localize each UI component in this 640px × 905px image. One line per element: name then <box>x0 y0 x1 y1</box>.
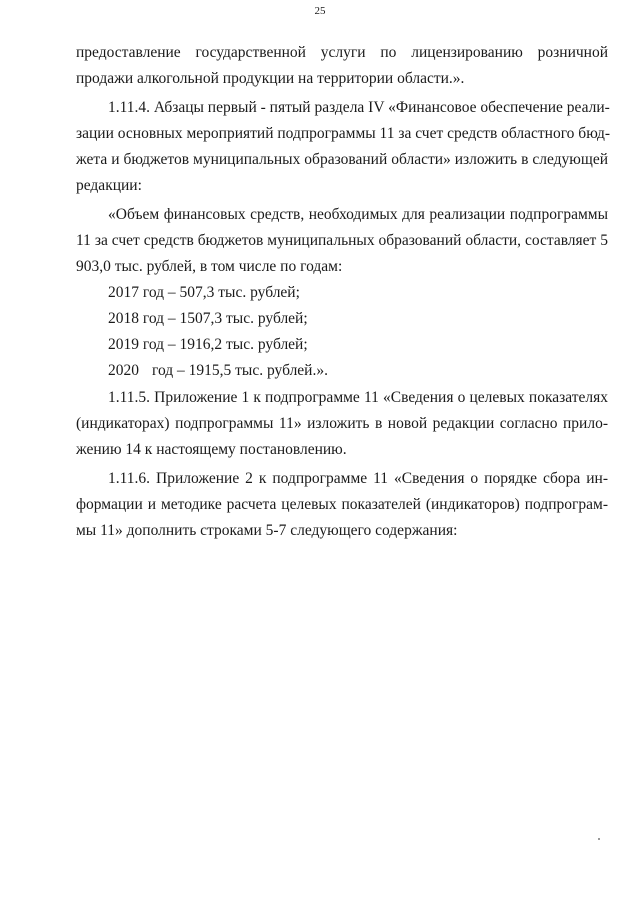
year-line-2019: 2019 год – 1916,2 тыс. рублей; <box>108 336 308 353</box>
text-line: (индикаторах) подпрограммы 11» изложить в новой редакции согласно прило- <box>76 415 608 432</box>
page-number: 25 <box>314 5 326 17</box>
text-line: жета и бюджетов муниципальных образований области» изложить в следующей <box>76 151 608 168</box>
text-line: мы 11» дополнить строками 5-7 следующего содержания: <box>76 522 458 539</box>
paragraph-1-11-4: 1.11.4. Абзацы первый - пятый раздела IV «Финансовое обеспечение реали- <box>108 99 610 116</box>
text-line: редакции: <box>76 177 142 194</box>
quote-paragraph: «Объем финансовых средств, необходимых для реализации подпрограммы <box>108 206 608 223</box>
text-line: жению 14 к настоящему постановлению. <box>76 441 347 458</box>
text-line: предоставление государственной услуги по лицензированию розничной <box>76 44 608 61</box>
year-label: 2020 <box>108 362 139 379</box>
paragraph-1-11-5: 1.11.5. Приложение 1 к подпрограмме 11 «Сведения о целевых показателях <box>108 389 608 406</box>
scan-mark <box>598 838 600 840</box>
year-line-2017: 2017 год – 507,3 тыс. рублей; <box>108 284 300 301</box>
year-amount: год – 1915,5 тыс. рублей.». <box>152 362 328 379</box>
text-line: формации и методике расчета целевых показателей (индикаторов) подпрограм- <box>76 496 608 513</box>
text-line: зации основных мероприятий подпрограммы 11 за счет средств областного бюд- <box>76 125 611 142</box>
paragraph-1-11-6: 1.11.6. Приложение 2 к подпрограмме 11 «Сведения о порядке сбора ин- <box>108 470 608 487</box>
text-line: продажи алкогольной продукции на территории области.». <box>76 70 465 87</box>
text-line: 11 за счет средств бюджетов муниципальных образований области, составляет 5 <box>76 232 608 249</box>
year-line-2020 <box>108 361 608 381</box>
year-line-2018: 2018 год – 1507,3 тыс. рублей; <box>108 310 308 327</box>
text-line: 903,0 тыс. рублей, в том числе по годам: <box>76 258 343 275</box>
